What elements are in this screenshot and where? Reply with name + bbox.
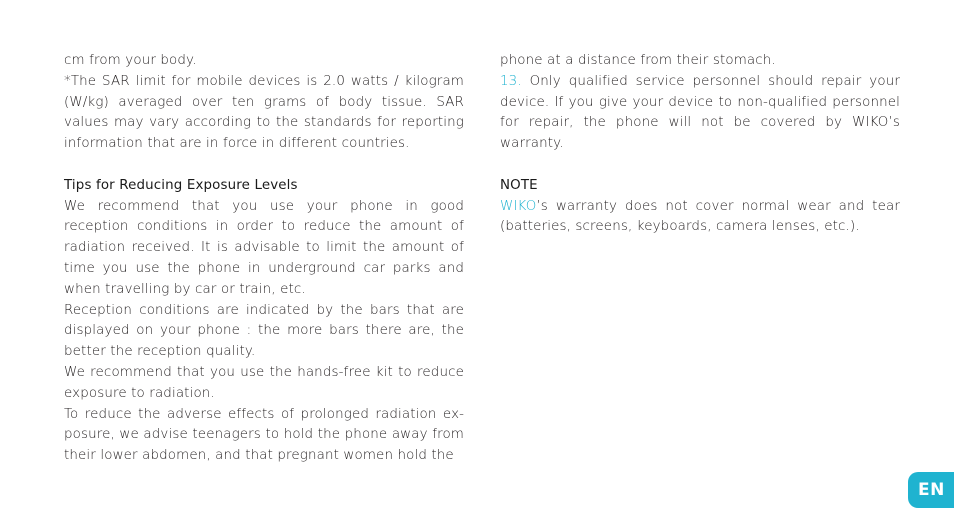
item-text: Only qualified service personnel should repair your device. If you give your device to non-qualified personnel for repair, the phone will not be covered by WIKO’s warranty. — [500, 73, 900, 152]
language-tab: EN — [908, 472, 954, 508]
body-paragraph: We recommend that you use the hands-free kit to reduce exposure to radiation. — [64, 364, 464, 401]
left-column — [64, 51, 464, 467]
numbered-item-13 — [500, 72, 900, 155]
note-heading: NOTE — [500, 177, 538, 193]
body-paragraph: We recommend that you use your phone in good reception conditions in order to reduce the amount of radiation received. It is advisable to limit the amount of time you use the phone in underground car parks and when travelling by car or train, etc. — [64, 198, 464, 297]
brand-name: WIKO — [500, 198, 537, 214]
paragraph-gap — [64, 155, 464, 176]
body-paragraph: To reduce the adverse effects of prolonged radiation exposure, we advise teenagers to hold the phone away from their lower abdomen, and that pregnant women hold the — [64, 406, 464, 464]
body-paragraph: phone at a distance from their stomach. — [500, 53, 776, 68]
note-text: ’s warranty does not cover normal wear and tear (batteries, screens, keyboards, camera lenses, etc.). — [500, 198, 900, 235]
sar-limit-paragraph: *The SAR limit for mobile devices is 2.0 watts / kilogram (W/kg) averaged over ten grams of body tissue. SAR values may vary according to the standards for reporting information that are in force in different countries. — [64, 73, 464, 152]
body-paragraph: cm from your body. — [64, 53, 197, 68]
section-heading: Tips for Reducing Exposure Levels — [64, 177, 298, 193]
item-number: 13. — [500, 73, 522, 89]
paragraph-gap — [500, 155, 900, 176]
right-column — [500, 51, 900, 238]
note-paragraph — [500, 197, 900, 239]
body-paragraph: Reception conditions are indicated by the bars that are displayed on your phone : the more bars there are, the better the reception quality. — [64, 302, 464, 360]
